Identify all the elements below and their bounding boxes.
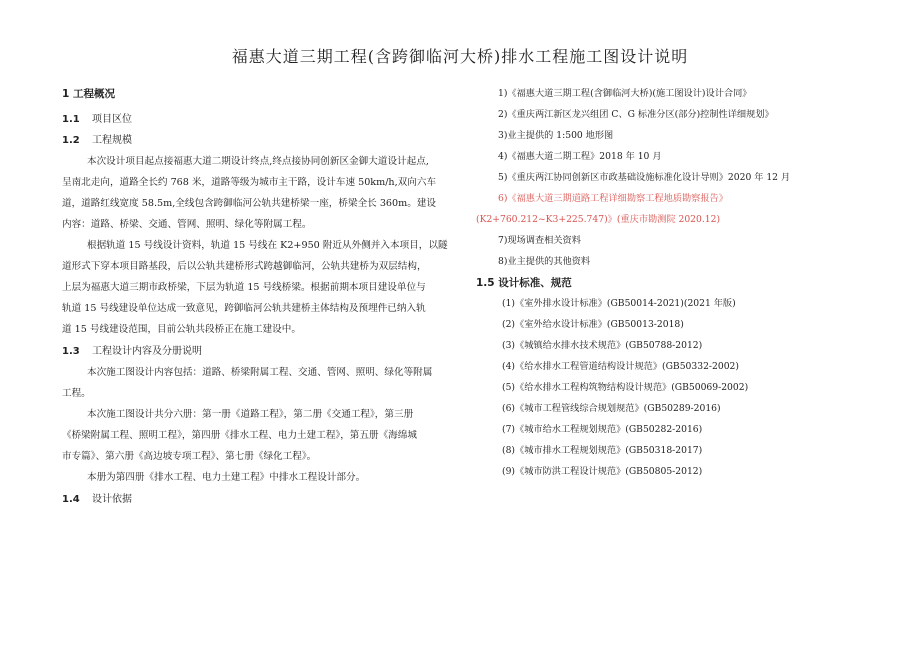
standard-item: (4)《给水排水工程管道结构设计规范》(GB50332-2002) bbox=[502, 361, 739, 372]
section-number: 1.3 bbox=[62, 346, 80, 357]
reference-item: 1)《福惠大道三期工程(含御临河大桥)(施工图设计)设计合同》 bbox=[498, 88, 752, 99]
section-1-2-heading bbox=[62, 135, 132, 147]
section-1-4-heading bbox=[62, 494, 132, 506]
reference-item: 4)《福惠大道二期工程》2018 年 10 月 bbox=[498, 151, 662, 162]
section-1-1-heading bbox=[62, 114, 132, 126]
standard-item: (9)《城市防洪工程设计规范》(GB50805-2012) bbox=[502, 466, 703, 477]
paragraph-line: 内容：道路、桥梁、交通、管网、照明、绿化等附属工程。 bbox=[62, 219, 312, 230]
standard-item: (8)《城市排水工程规划规范》(GB50318-2017) bbox=[502, 445, 703, 456]
section-number: 1.2 bbox=[62, 135, 80, 146]
paragraph-line: 《桥梁附属工程、照明工程》，第四册《排水工程、电力土建工程》，第五册《海绵城 bbox=[62, 430, 417, 441]
paragraph-line: 工程。 bbox=[62, 388, 91, 399]
reference-item-highlighted-continued: (K2+760.212~K3+225.747)》(重庆市勘测院 2020.12) bbox=[476, 214, 721, 225]
section-1-3-heading bbox=[62, 346, 202, 358]
paragraph-line: 道 15 号线建设范围，目前公轨共段桥正在施工建设中。 bbox=[62, 324, 301, 335]
section-1-5-heading: 1.5 设计标准、规范 bbox=[476, 277, 572, 289]
reference-item: 8)业主提供的其他资料 bbox=[498, 256, 591, 267]
paragraph-line: 上层为福惠大道三期市政桥梁，下层为轨道 15 号线桥梁。根据前期本项目建设单位与 bbox=[62, 282, 426, 293]
standard-item: (2)《室外给水设计标准》(GB50013-2018) bbox=[502, 319, 684, 330]
section-number: 1.4 bbox=[62, 494, 80, 505]
paragraph-line: 轨道 15 号线建设单位达成一致意见，跨御临河公轨共建桥主体结构及预埋件已纳入轨 bbox=[62, 303, 426, 314]
section-title: 设计依据 bbox=[92, 494, 132, 505]
standard-item: (7)《城市给水工程规划规范》(GB50282-2016) bbox=[502, 424, 703, 435]
paragraph-line: 本次设计项目起点接福惠大道二期设计终点,终点接协同创新区金御大道设计起点, bbox=[87, 156, 429, 167]
section-title: 工程规模 bbox=[92, 135, 132, 146]
paragraph-line: 本次施工图设计共分六册：第一册《道路工程》，第二册《交通工程》，第三册 bbox=[87, 409, 414, 420]
standard-item: (1)《室外排水设计标准》(GB50014-2021)(2021 年版) bbox=[502, 298, 736, 309]
page-title: 福惠大道三期工程(含跨御临河大桥)排水工程施工图设计说明 bbox=[231, 47, 689, 66]
standard-item: (5)《给水排水工程构筑物结构设计规范》(GB50069-2002) bbox=[502, 382, 749, 393]
reference-item: 5)《重庆两江协同创新区市政基础设施标准化设计导则》2020 年 12 月 bbox=[498, 172, 791, 183]
paragraph-line: 本次施工图设计内容包括：道路、桥梁附属工程、交通、管网、照明、绿化等附属 bbox=[87, 367, 433, 378]
reference-item: 7)现场调查相关资料 bbox=[498, 235, 581, 246]
paragraph-line: 呈南北走向，道路全长约 768 米，道路等级为城市主干路，设计车速 50km/h,双向六车 bbox=[62, 177, 437, 188]
standard-item: (6)《城市工程管线综合规划规范》(GB50289-2016) bbox=[502, 403, 721, 414]
reference-item: 3)业主提供的 1:500 地形图 bbox=[498, 130, 614, 141]
section-title: 工程设计内容及分册说明 bbox=[92, 346, 202, 357]
paragraph-line: 市专篇》、第六册《高边坡专项工程》、第七册《绿化工程》。 bbox=[62, 451, 317, 462]
section-title: 项目区位 bbox=[92, 114, 132, 125]
paragraph-line: 道，道路红线宽度 58.5m,全线包含跨御临河公轨共建桥梁一座，桥梁全长 360m。建设 bbox=[62, 198, 437, 209]
reference-item: 2)《重庆两江新区龙兴组团 C、G 标准分区(部分)控制性详细规划》 bbox=[498, 109, 774, 120]
section-1-heading: 1 工程概况 bbox=[62, 88, 115, 100]
paragraph-line: 根据轨道 15 号线设计资料，轨道 15 号线在 K2+950 附近从外侧并入本项目，以隧 bbox=[87, 240, 448, 251]
standard-item: (3)《城镇给水排水技术规范》(GB50788-2012) bbox=[502, 340, 703, 351]
paragraph-line: 本册为第四册《排水工程、电力土建工程》中排水工程设计部分。 bbox=[87, 472, 366, 483]
paragraph-line: 道形式下穿本项目路基段，后以公轨共建桥形式跨越御临河，公轨共建桥为双层结构， bbox=[62, 261, 427, 272]
reference-item-highlighted: 6)《福惠大道三期道路工程详细勘察工程地质勘察报告》 bbox=[498, 193, 728, 204]
section-number: 1.1 bbox=[62, 114, 80, 125]
